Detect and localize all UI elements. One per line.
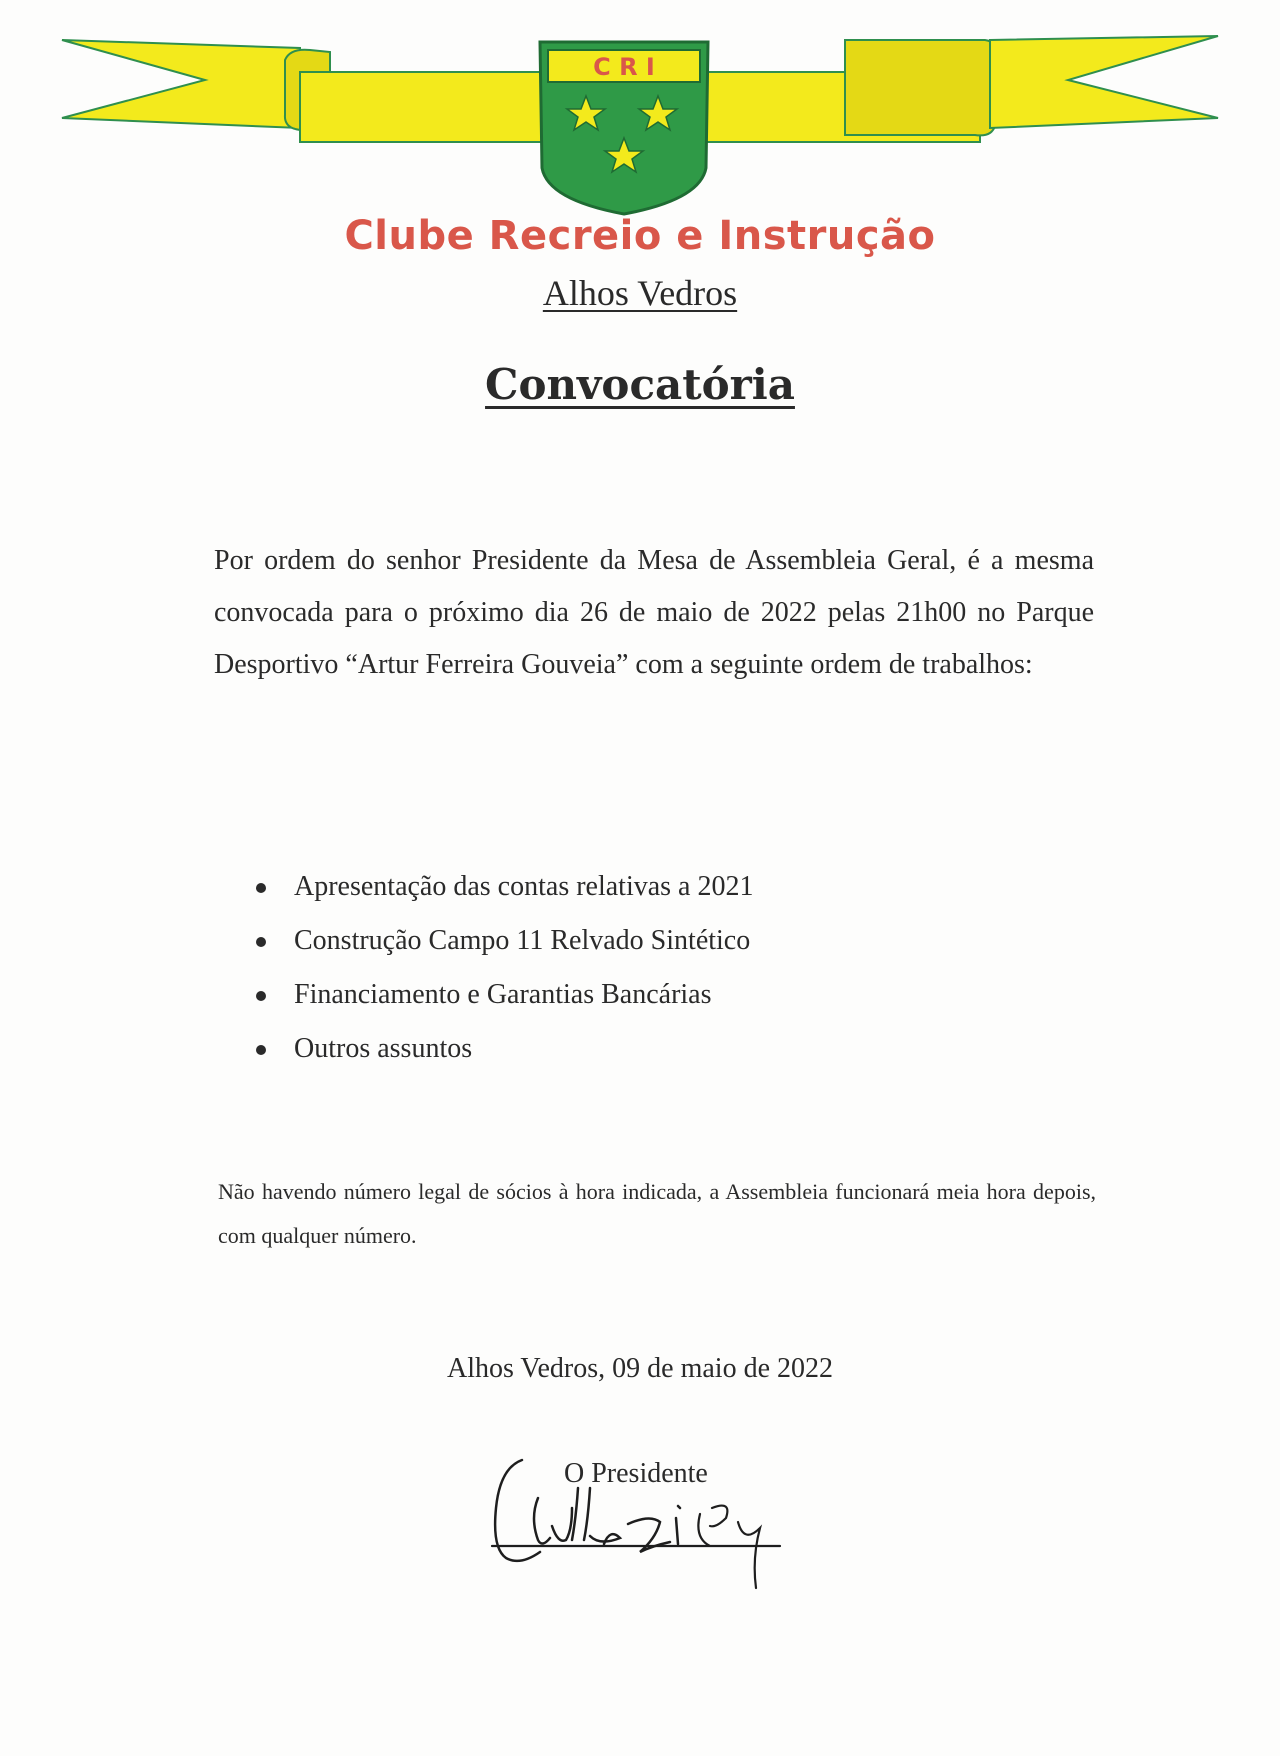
agenda-item-text: Outros assuntos [294,1033,473,1064]
club-name: Clube Recreio e Instrução [344,213,936,259]
bullet-icon [256,883,266,893]
agenda-item-text: Apresentação das contas relativas a 2021 [294,871,754,902]
emblem-text-layer [0,44,1280,144]
agenda-item-text: Construção Campo 11 Relvado Sintético [294,925,751,956]
document-title-text: Convocatória [485,360,795,409]
bullet-icon [256,991,266,1001]
quorum-note: Não havendo número legal de sócios à hora indicada, a Assembleia funcionará meia hora depois, com qualquer número. [218,1179,1096,1248]
agenda-item [256,914,1056,968]
club-town-text: Alhos Vedros [542,273,738,313]
document-title [0,360,1280,409]
agenda-item [256,1022,1056,1076]
date-line: Alhos Vedros, 09 de maio de 2022 [447,1353,833,1384]
bullet-icon [256,937,266,947]
agenda-list [256,860,1056,1076]
bullet-icon [256,1045,266,1055]
letterhead [0,0,1280,340]
signatory-title: O Presidente [564,1458,708,1489]
agenda-item [256,968,1056,1022]
agenda-item [256,860,1056,914]
agenda-item-text: Financiamento e Garantias Bancárias [294,979,712,1010]
convocation-paragraph: Por ordem do senhor Presidente da Mesa de Assembleia Geral, é a mesma convocada para o próximo dia 26 de maio de 2022 pelas 21h00 no Parque Desportivo “Artur Ferreira Gouveia” com a seguinte ordem de trabalhos: [214,545,1094,680]
emblem-text: C R I [593,53,655,81]
club-town [0,272,1280,314]
